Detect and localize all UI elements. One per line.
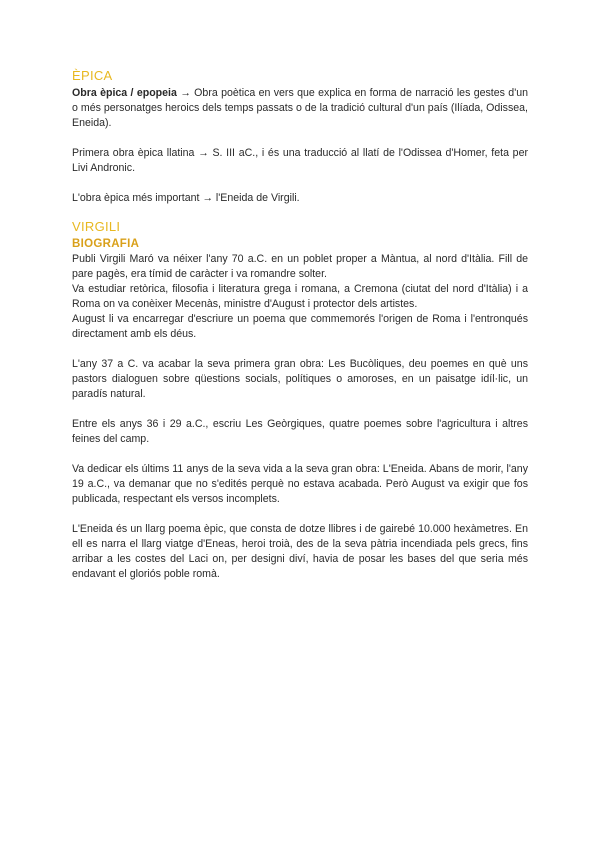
- paragraph-eneida-description: L'Eneida és un llarg poema èpic, que consta de dotze llibres i de gairebé 10.000 hexàmetres. En ell es narra el llarg viatge d'Eneas, heroi troià, des de la seva pàtria incendiada pels grecs, fins arribar a les costes del Laci on, per designi diví, havia de posar les bases del que seria més endavant el gloriós poble romà.: [72, 523, 528, 580]
- bio-paragraph-birth: Publi Virgili Maró va néixer l'any 70 a.C. en un poblet proper a Màntua, al nord d'Itàlia. Fill de pare pagès, era tímid de caràcter i va romandre solter.: [72, 253, 528, 280]
- definition-text: → Obra poètica en vers que explica en forma de narració les gestes d'un o més personatges heroics dels temps passats o de la tradició cultural d'un país (Ilíada, Odissea, Eneida).: [72, 87, 528, 129]
- bio-paragraph-studies: Va estudiar retòrica, filosofia i literatura grega i romana, a Cremona (ciutat del nord d'Itàlia) i a Roma on va conèixer Mecenàs, ministre d'August i protector dels artistes.: [72, 283, 528, 310]
- section-heading-epica: ÈPICA: [72, 68, 113, 83]
- document-content: [72, 68, 528, 582]
- definition-paragraph: [72, 86, 528, 131]
- most-important-epic-paragraph: L'obra èpica més important → l'Eneida de Virgili.: [72, 192, 300, 204]
- bio-paragraph-commission: August li va encarregar d'escriure un poema que commemorés l'origen de Roma i l'entronqués directament amb els déus.: [72, 313, 528, 340]
- section-heading-virgili: VIRGILI: [72, 219, 121, 234]
- definition-term: Obra èpica / epopeia: [72, 87, 177, 99]
- paragraph-eneida-death: Va dedicar els últims 11 anys de la seva vida a la seva gran obra: L'Eneida. Abans de morir, l'any 19 a.C., va demanar que no s'edités perquè no estava acabada. Però August va exigir que fos publicada, respectant els versos incomplets.: [72, 463, 528, 505]
- first-latin-epic-paragraph: Primera obra èpica llatina → S. III aC., i és una traducció al llatí de l'Odissea d'Homer, feta per Livi Andronic.: [72, 147, 528, 174]
- paragraph-bucoliques: L'any 37 a C. va acabar la seva primera gran obra: Les Bucòliques, deu poemes en què uns pastors dialoguen sobre qüestions socials, polítiques o amoroses, en un paisatge idíl·lic, un paradís natural.: [72, 358, 528, 400]
- paragraph-georgiques: Entre els anys 36 i 29 a.C., escriu Les Geòrgiques, quatre poemes sobre l'agricultura i altres feines del camp.: [72, 418, 528, 445]
- subheading-biografia: BIOGRAFIA: [72, 238, 140, 250]
- virgili-section: [72, 219, 528, 582]
